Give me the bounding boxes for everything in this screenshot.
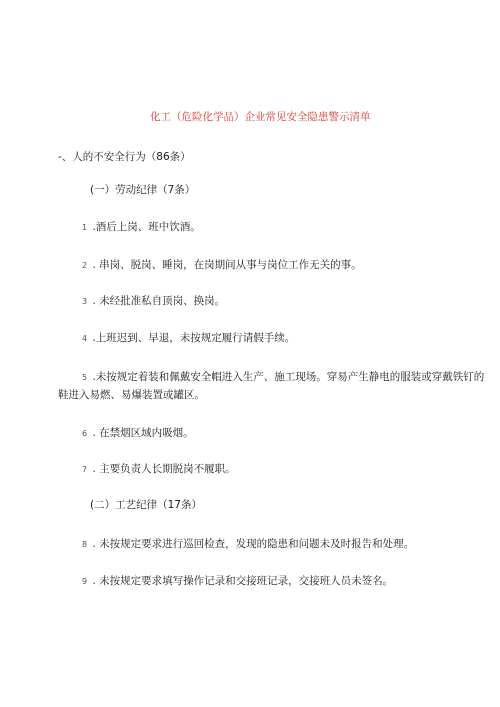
item-text: . 未经批准私自顶岗、换岗。 <box>92 295 226 307</box>
item-number: 4 <box>82 334 88 343</box>
list-item <box>82 462 236 477</box>
item-text: .酒后上岗、班中饮酒。 <box>92 221 201 233</box>
list-item <box>82 294 225 309</box>
subsection-heading-labor-discipline: (一）劳动纪律（7条） <box>90 184 196 196</box>
item-number: 7 <box>82 465 88 474</box>
item-text: .上班迟到、早退，未按规定履行请假手续。 <box>92 332 296 344</box>
item-number: 1 <box>82 223 88 232</box>
item-number: 2 <box>82 261 88 270</box>
section-heading: -、人的不安全行为（86条） <box>58 151 191 163</box>
list-item <box>82 331 295 346</box>
item-number: 6 <box>82 429 88 438</box>
item-number: 9 <box>82 577 88 586</box>
list-item <box>82 574 393 589</box>
item-text: .未按规定着装和佩戴安全帽进入生产、施工现场。穿易产生静电的服装或穿戴铁钉的 <box>92 371 485 383</box>
document-title: 化工（危险化学品）企业常见安全隐患警示清单 <box>150 111 371 123</box>
item-text: . 在禁烟区域内吸烟。 <box>92 427 194 439</box>
item-number: 5 <box>82 373 88 382</box>
subsection-heading-process-discipline: (二）工艺纪律（17条） <box>90 499 202 511</box>
list-item <box>82 426 194 441</box>
item-number: 3 <box>82 297 88 306</box>
list-item <box>82 258 362 273</box>
item-text: . 未按规定要求填写操作记录和交接班记录，交接班人员未签名。 <box>92 575 394 587</box>
list-item <box>82 370 484 385</box>
list-item <box>82 537 414 552</box>
item-text: . 主要负责人长期脱岗不履职。 <box>92 463 236 475</box>
list-item <box>82 220 201 235</box>
item-number: 8 <box>82 540 88 549</box>
list-item-continuation: 鞋进入易燃、易爆装置或罐区。 <box>58 389 205 401</box>
item-text: . 串岗、脱岗、睡岗，在岗期间从事与岗位工作无关的事。 <box>92 259 362 271</box>
item-text: . 未按规定要求进行巡回检查，发现的隐患和问题未及时报告和处理。 <box>92 538 415 550</box>
